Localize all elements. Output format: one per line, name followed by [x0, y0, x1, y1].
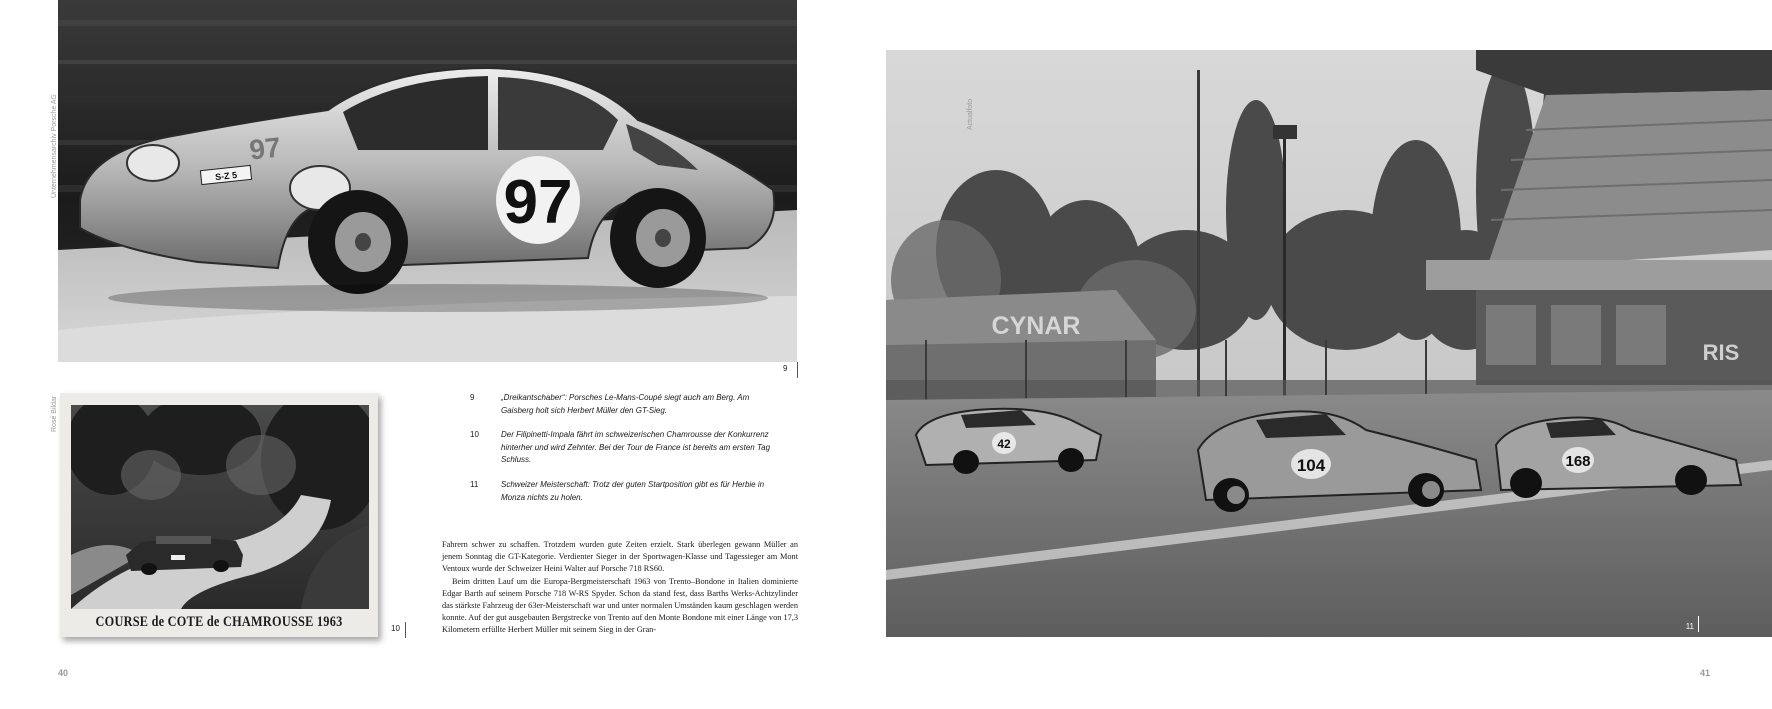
postcard-title: COURSE de COTE de CHAMROUSSE 1963: [95, 614, 343, 630]
photo-porsche-97: [58, 0, 797, 362]
rear-wheel: [610, 188, 706, 288]
car-number-42: 42: [997, 437, 1011, 451]
photo-monza: [886, 50, 1772, 637]
front-wheel: [308, 190, 408, 294]
body-paragraph: Fahrern schwer zu schaffen. Trotzdem wurden gute Zeiten erzielt. Stark überlegen gewann Müller an jenem Sonntag die GT-Kategorie. Verdienter Sieger in der Sportwagen-Klasse und Tagessieger am Mont Ventoux wurde der Schweizer Heini Walter auf Porsche 718 RS60.: [442, 540, 798, 574]
body-paragraph: Beim dritten Lauf um die Europa-Bergmeisterschaft 1963 von Trento–Bondone in Italien dominierte Edgar Barth auf seinem Porsche 718 W-RS Spyder. Schon da stand fest, dass Barths Werks-Achtzylinder das stärkste Fahrzeug der 63er-Meisterschaft war und unter normalen Umständen kaum geschlagen werden konnte. Auf der gut ausgebauten Bergstrecke von Trento auf den Monte Bondone mit einer Länge von 17,3 Kilometern erfüllte Herbert Müller mit seinem Sieg in der Gran-: [442, 576, 799, 635]
caption-number: 11: [470, 480, 479, 489]
page-number-left: 40: [58, 668, 69, 678]
figure-rule-10: [405, 622, 406, 638]
caption-9: [470, 392, 770, 418]
figure-rule-9: [797, 362, 798, 378]
figure-number-10: 10: [391, 624, 400, 633]
postcard: [60, 393, 378, 637]
postcard-chamrousse: [60, 393, 385, 643]
caption-number: 9: [470, 393, 475, 402]
caption-text: Der Filipinetti-Impala fährt im schweizerischen Chamrousse der Konkurrenz hinterher und wird Zehnter. Bei der Tour de France ist bereits am ersten Tag Schluss.: [501, 430, 771, 464]
caption-number: 10: [470, 430, 479, 439]
photo-credit-11: Actualfoto: [967, 98, 974, 130]
car-number-168: 168: [1565, 453, 1591, 470]
figure-number-9: 9: [783, 364, 788, 373]
stand-sign: RIS: [1702, 340, 1740, 365]
caption-10: [470, 429, 770, 467]
page-number-right: 41: [1700, 668, 1711, 678]
photo-credit-9: Unternehmensarchiv Porsche AG: [51, 94, 58, 198]
postcard-photo: [71, 405, 369, 609]
caption-text: „Dreikantschaber“: Porsches Le-Mans-Coupé siegt auch am Berg. Am Gaisberg holt sich Herbert Müller den GT-Sieg.: [501, 393, 750, 415]
race-car-photo: [58, 0, 797, 362]
caption-11: [470, 479, 770, 505]
caption-text: Schweizer Meisterschaft: Trotz der guten Startposition gibt es für Herbie in Monza nichts zu holen.: [501, 480, 765, 502]
body-text: [442, 539, 798, 637]
car-number-104: 104: [1296, 456, 1326, 475]
cynar-billboard: CYNAR: [991, 312, 1081, 340]
plate-number: S-Z 5: [214, 169, 238, 183]
hood-number: 97: [247, 131, 283, 166]
monza-photo: [886, 50, 1772, 637]
photo-credit-10: Rosé Bildar: [51, 395, 58, 432]
car-number: 97: [503, 168, 573, 237]
figure-number-11: 11: [1685, 622, 1694, 631]
